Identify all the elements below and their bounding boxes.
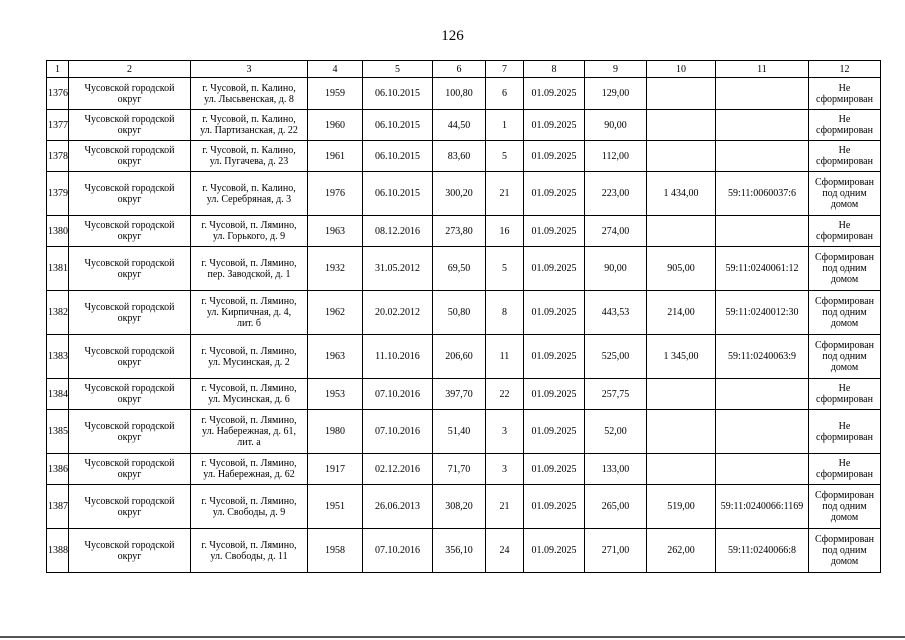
cadastral-number-cell: 59:11:0240012:30 [716, 291, 809, 335]
address-cell [191, 529, 308, 573]
status-line: Не [838, 145, 851, 156]
area-cell: 50,80 [433, 291, 486, 335]
count-cell: 3 [486, 454, 524, 485]
status-line: Сформирован [814, 177, 875, 188]
date-cell: 02.12.2016 [363, 454, 433, 485]
status-cell [809, 141, 881, 172]
address-line: ул. Свободы, д. 9 [212, 506, 286, 518]
value-cell: 129,00 [585, 78, 647, 110]
count-cell: 3 [486, 410, 524, 454]
address-line: ул. Партизанская, д. 22 [200, 125, 298, 136]
address-cell [191, 410, 308, 454]
year-cell: 1963 [308, 335, 363, 379]
cadastral-number-cell [716, 110, 809, 141]
cadastral-number-cell: 59:11:0240061:12 [716, 247, 809, 291]
municipality-cell [69, 247, 191, 291]
address-line: ул. Набережная, д. 61, [202, 426, 296, 437]
land-area-cell [647, 110, 716, 141]
table-row [47, 141, 881, 172]
municipality-line: Чусовской городской [84, 114, 175, 125]
address-line: ул. Горького, д. 9 [212, 231, 286, 242]
address-line: ул. Кирпичная, д. 4, [206, 307, 292, 318]
row-number-cell: 1388 [47, 529, 69, 573]
address-cell [191, 216, 308, 247]
status-line: домом [830, 556, 859, 567]
date2-cell: 01.09.2025 [524, 485, 585, 529]
row-number-cell: 1382 [47, 291, 69, 335]
column-header-12: 12 [809, 61, 881, 78]
date-cell: 06.10.2015 [363, 78, 433, 110]
status-line: сформирован [816, 394, 873, 405]
status-line: Сформирован [814, 534, 875, 545]
status-line: под одним [822, 307, 867, 318]
address-cell [191, 454, 308, 485]
status-line: сформирован [816, 431, 873, 443]
date-cell: 06.10.2015 [363, 141, 433, 172]
status-line: Не [838, 420, 851, 432]
area-cell: 83,60 [433, 141, 486, 172]
year-cell: 1960 [308, 110, 363, 141]
table-row [47, 335, 881, 379]
value-cell: 223,00 [585, 172, 647, 216]
value-cell: 90,00 [585, 110, 647, 141]
status-line: Не [838, 82, 851, 94]
status-cell [809, 335, 881, 379]
land-area-cell: 905,00 [647, 247, 716, 291]
date2-cell: 01.09.2025 [524, 454, 585, 485]
status-line: домом [830, 274, 859, 285]
date-cell: 31.05.2012 [363, 247, 433, 291]
status-line: Не [838, 458, 851, 469]
row-number-cell: 1384 [47, 379, 69, 410]
cadastral-number-cell [716, 410, 809, 454]
count-cell: 22 [486, 379, 524, 410]
municipality-line: Чусовской городской [84, 495, 175, 507]
column-header-1: 1 [47, 61, 69, 78]
value-cell: 112,00 [585, 141, 647, 172]
municipality-line: Чусовской городской [84, 345, 175, 357]
row-number-cell: 1376 [47, 78, 69, 110]
status-line: домом [830, 512, 859, 523]
municipality-cell [69, 172, 191, 216]
date2-cell: 01.09.2025 [524, 216, 585, 247]
address-line: ул. Лысьвенская, д. 8 [204, 93, 294, 105]
status-line: под одним [822, 545, 867, 556]
table-row [47, 247, 881, 291]
value-cell: 265,00 [585, 485, 647, 529]
status-line: под одним [822, 263, 867, 274]
row-number-cell: 1381 [47, 247, 69, 291]
address-line: ул. Свободы, д. 11 [210, 550, 288, 562]
area-cell: 308,20 [433, 485, 486, 529]
count-cell: 24 [486, 529, 524, 573]
area-cell: 71,70 [433, 454, 486, 485]
address-line: г. Чусовой, п. Лямино, [201, 415, 297, 426]
count-cell: 1 [486, 110, 524, 141]
address-line: г. Чусовой, п. Лямино, [201, 296, 297, 307]
year-cell: 1976 [308, 172, 363, 216]
row-number-cell: 1380 [47, 216, 69, 247]
date2-cell: 01.09.2025 [524, 172, 585, 216]
page-number: 126 [441, 28, 464, 44]
cadastral-number-cell: 59:11:0240066:8 [716, 529, 809, 573]
cadastral-number-cell [716, 379, 809, 410]
status-line: домом [830, 362, 859, 373]
date2-cell: 01.09.2025 [524, 78, 585, 110]
status-line: Не [838, 220, 851, 231]
land-area-cell [647, 410, 716, 454]
date2-cell: 01.09.2025 [524, 335, 585, 379]
municipality-line: Чусовской городской [84, 220, 175, 231]
status-cell [809, 110, 881, 141]
land-area-cell [647, 454, 716, 485]
municipality-line: Чусовской городской [84, 82, 175, 94]
address-cell [191, 247, 308, 291]
address-line: лит. б [236, 318, 262, 329]
count-cell: 21 [486, 485, 524, 529]
row-number-cell: 1387 [47, 485, 69, 529]
row-number-cell: 1385 [47, 410, 69, 454]
cadastral-number-cell: 59:11:0240063:9 [716, 335, 809, 379]
status-line: сформирован [816, 93, 873, 105]
cadastral-number-cell: 59:11:0240066:1169 [716, 485, 809, 529]
status-cell [809, 454, 881, 485]
date2-cell: 01.09.2025 [524, 410, 585, 454]
municipality-line: Чусовской городской [84, 257, 175, 269]
address-line: ул. Мусинская, д. 2 [208, 356, 290, 368]
municipality-line: Чусовской городской [84, 182, 175, 194]
date2-cell: 01.09.2025 [524, 291, 585, 335]
cadastral-number-cell: 59:11:0060037:6 [716, 172, 809, 216]
date2-cell: 01.09.2025 [524, 529, 585, 573]
municipality-cell [69, 335, 191, 379]
municipality-line: округ [117, 506, 142, 518]
municipality-line: Чусовской городской [84, 420, 175, 432]
area-cell: 206,60 [433, 335, 486, 379]
row-number-cell: 1383 [47, 335, 69, 379]
municipality-line: округ [117, 550, 142, 562]
status-cell [809, 379, 881, 410]
table-row [47, 485, 881, 529]
municipality-cell [69, 216, 191, 247]
value-cell: 52,00 [585, 410, 647, 454]
date-cell: 06.10.2015 [363, 172, 433, 216]
value-cell: 90,00 [585, 247, 647, 291]
count-cell: 21 [486, 172, 524, 216]
address-line: г. Чусовой, п. Лямино, [201, 220, 297, 231]
status-cell [809, 291, 881, 335]
land-area-cell: 262,00 [647, 529, 716, 573]
column-header-6: 6 [433, 61, 486, 78]
year-cell: 1963 [308, 216, 363, 247]
land-area-cell: 214,00 [647, 291, 716, 335]
municipality-line: округ [117, 193, 142, 205]
date2-cell: 01.09.2025 [524, 110, 585, 141]
row-number-cell: 1377 [47, 110, 69, 141]
year-cell: 1980 [308, 410, 363, 454]
address-cell [191, 291, 308, 335]
land-area-cell: 1 345,00 [647, 335, 716, 379]
address-line: г. Чусовой, п. Лямино, [201, 458, 297, 469]
municipality-cell [69, 485, 191, 529]
table-row [47, 529, 881, 573]
column-header-9: 9 [585, 61, 647, 78]
area-cell: 356,10 [433, 529, 486, 573]
address-cell [191, 335, 308, 379]
address-line: ул. Серебряная, д. 3 [206, 193, 292, 205]
status-line: домом [830, 318, 859, 329]
status-line: под одним [822, 501, 867, 512]
registry-table [46, 60, 881, 573]
count-cell: 5 [486, 247, 524, 291]
status-line: Сформирован [814, 340, 875, 351]
status-line: сформирован [816, 231, 873, 242]
area-cell: 100,80 [433, 78, 486, 110]
municipality-cell [69, 78, 191, 110]
status-line: Не [838, 114, 851, 125]
table-row [47, 454, 881, 485]
municipality-line: округ [117, 231, 142, 242]
municipality-line: Чусовской городской [84, 458, 175, 469]
address-cell [191, 78, 308, 110]
address-line: пер. Заводской, д. 1 [207, 268, 291, 280]
count-cell: 16 [486, 216, 524, 247]
cadastral-number-cell [716, 454, 809, 485]
area-cell: 397,70 [433, 379, 486, 410]
address-line: г. Чусовой, п. Лямино, [201, 345, 297, 357]
land-area-cell [647, 379, 716, 410]
municipality-line: округ [117, 312, 142, 324]
year-cell: 1959 [308, 78, 363, 110]
year-cell: 1953 [308, 379, 363, 410]
address-line: г. Чусовой, п. Лямино, [201, 495, 297, 507]
municipality-line: округ [117, 93, 142, 105]
table-body [47, 78, 881, 573]
municipality-cell [69, 379, 191, 410]
column-header-11: 11 [716, 61, 809, 78]
status-line: домом [830, 199, 859, 210]
municipality-line: округ [117, 394, 142, 405]
date-cell: 07.10.2016 [363, 529, 433, 573]
year-cell: 1962 [308, 291, 363, 335]
land-area-cell: 1 434,00 [647, 172, 716, 216]
municipality-cell [69, 110, 191, 141]
value-cell: 257,75 [585, 379, 647, 410]
year-cell: 1917 [308, 454, 363, 485]
address-cell [191, 141, 308, 172]
address-cell [191, 485, 308, 529]
count-cell: 5 [486, 141, 524, 172]
date-cell: 26.06.2013 [363, 485, 433, 529]
status-line: Не [838, 383, 851, 394]
municipality-line: Чусовской городской [84, 145, 175, 156]
table-row [47, 172, 881, 216]
municipality-line: Чусовской городской [84, 383, 175, 394]
count-cell: 6 [486, 78, 524, 110]
municipality-cell [69, 529, 191, 573]
status-line: сформирован [816, 156, 873, 167]
status-line: под одним [822, 351, 867, 362]
status-line: Сформирован [814, 490, 875, 501]
address-line: лит. а [237, 437, 261, 448]
date-cell: 11.10.2016 [363, 335, 433, 379]
status-line: сформирован [816, 125, 873, 136]
year-cell: 1958 [308, 529, 363, 573]
value-cell: 525,00 [585, 335, 647, 379]
row-number-cell: 1378 [47, 141, 69, 172]
address-line: г. Чусовой, п. Лямино, [201, 539, 297, 551]
land-area-cell [647, 141, 716, 172]
address-line: ул. Пугачева, д. 23 [209, 156, 289, 167]
year-cell: 1961 [308, 141, 363, 172]
column-header-5: 5 [363, 61, 433, 78]
address-line: г. Чусовой, п. Лямино, [201, 383, 297, 394]
area-cell: 300,20 [433, 172, 486, 216]
cadastral-number-cell [716, 216, 809, 247]
municipality-cell [69, 291, 191, 335]
column-header-8: 8 [524, 61, 585, 78]
address-cell [191, 172, 308, 216]
date2-cell: 01.09.2025 [524, 379, 585, 410]
value-cell: 274,00 [585, 216, 647, 247]
address-line: г. Чусовой, п. Лямино, [201, 257, 297, 269]
value-cell: 133,00 [585, 454, 647, 485]
value-cell: 443,53 [585, 291, 647, 335]
municipality-line: округ [117, 125, 142, 136]
table-row [47, 291, 881, 335]
row-number-cell: 1379 [47, 172, 69, 216]
municipality-line: округ [117, 356, 142, 368]
date-cell: 07.10.2016 [363, 410, 433, 454]
land-area-cell [647, 216, 716, 247]
area-cell: 44,50 [433, 110, 486, 141]
address-line: ул. Набережная, д. 62 [203, 469, 295, 480]
address-line: г. Чусовой, п. Калино, [202, 145, 296, 156]
date-cell: 20.02.2012 [363, 291, 433, 335]
municipality-line: округ [117, 156, 142, 167]
date-cell: 07.10.2016 [363, 379, 433, 410]
status-line: сформирован [816, 469, 873, 480]
column-header-4: 4 [308, 61, 363, 78]
row-number-cell: 1386 [47, 454, 69, 485]
address-line: ул. Мусинская, д. 6 [208, 394, 290, 405]
date2-cell: 01.09.2025 [524, 247, 585, 291]
address-cell [191, 110, 308, 141]
address-line: г. Чусовой, п. Калино, [202, 182, 296, 194]
status-cell [809, 216, 881, 247]
status-cell [809, 529, 881, 573]
municipality-line: Чусовской городской [84, 301, 175, 313]
date-cell: 06.10.2015 [363, 110, 433, 141]
cadastral-number-cell [716, 78, 809, 110]
municipality-line: округ [117, 431, 142, 443]
status-line: Сформирован [814, 296, 875, 307]
municipality-cell [69, 410, 191, 454]
column-header-10: 10 [647, 61, 716, 78]
date-cell: 08.12.2016 [363, 216, 433, 247]
table-header-row [47, 61, 881, 78]
municipality-line: округ [117, 268, 142, 280]
municipality-line: округ [117, 469, 142, 480]
date2-cell: 01.09.2025 [524, 141, 585, 172]
status-cell [809, 172, 881, 216]
municipality-line: Чусовской городской [84, 539, 175, 551]
address-line: г. Чусовой, п. Калино, [202, 114, 296, 125]
status-line: Сформирован [814, 252, 875, 263]
land-area-cell [647, 78, 716, 110]
table-row [47, 410, 881, 454]
table-row [47, 110, 881, 141]
municipality-cell [69, 141, 191, 172]
area-cell: 51,40 [433, 410, 486, 454]
address-cell [191, 379, 308, 410]
status-cell [809, 247, 881, 291]
table-row [47, 216, 881, 247]
year-cell: 1932 [308, 247, 363, 291]
status-cell [809, 410, 881, 454]
value-cell: 271,00 [585, 529, 647, 573]
status-cell [809, 485, 881, 529]
page-bottom-edge [0, 636, 905, 638]
status-line: под одним [822, 188, 867, 199]
column-header-3: 3 [191, 61, 308, 78]
table-row [47, 379, 881, 410]
municipality-cell [69, 454, 191, 485]
column-header-2: 2 [69, 61, 191, 78]
count-cell: 11 [486, 335, 524, 379]
column-header-7: 7 [486, 61, 524, 78]
table-row [47, 78, 881, 110]
address-line: г. Чусовой, п. Калино, [202, 82, 296, 94]
count-cell: 8 [486, 291, 524, 335]
area-cell: 69,50 [433, 247, 486, 291]
area-cell: 273,80 [433, 216, 486, 247]
year-cell: 1951 [308, 485, 363, 529]
land-area-cell: 519,00 [647, 485, 716, 529]
cadastral-number-cell [716, 141, 809, 172]
status-cell [809, 78, 881, 110]
